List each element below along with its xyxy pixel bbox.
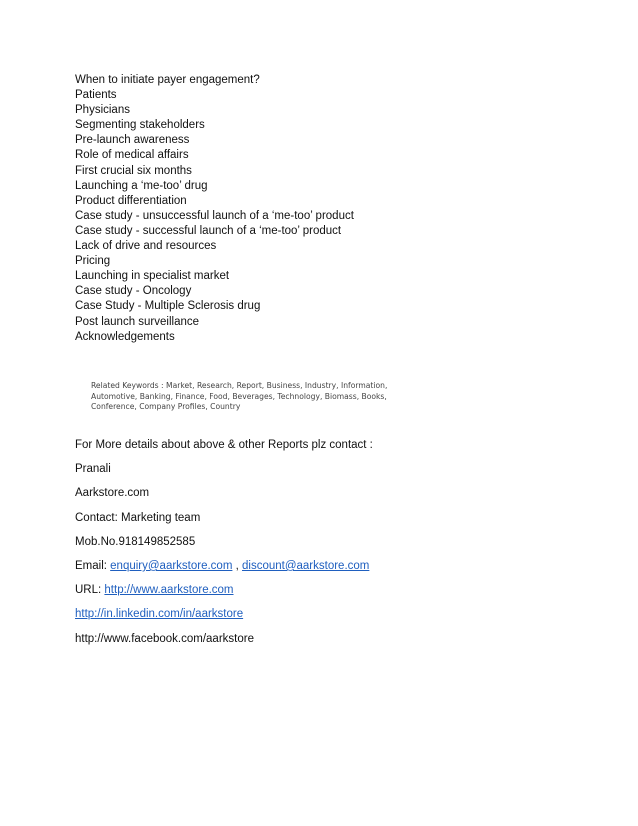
contact-email-row — [75, 559, 373, 583]
email-label: Email: — [75, 559, 111, 572]
toc-item: First crucial six months — [75, 164, 192, 177]
contact-team: Contact: Marketing team — [75, 511, 201, 524]
contact-mobile: Mob.No.918149852585 — [75, 535, 196, 548]
toc-item: Post launch surveillance — [75, 315, 200, 328]
toc-item: When to initiate payer engagement? — [75, 74, 260, 86]
toc-item: Launching in specialist market — [75, 270, 230, 283]
contact-block — [75, 438, 373, 656]
related-keywords: Related Keywords : Market, Research, Report, Business, Industry, Information, Automotive, Banking, Finance, Food, Beverages, Technology, Biomass, Books, Conference, Company Profiles, Country — [91, 381, 388, 411]
contact-url-row — [75, 583, 373, 607]
toc-item: Physicians — [75, 104, 130, 117]
toc-item: Segmenting stakeholders — [75, 119, 205, 132]
contact-site: Aarkstore.com — [75, 487, 150, 500]
toc-item: Pre-launch awareness — [75, 134, 190, 147]
toc-item: Product differentiation — [75, 194, 187, 207]
contact-intro: For More details about above & other Reports plz contact : — [75, 439, 373, 451]
contact-name: Pranali — [75, 463, 111, 476]
url-label: URL: — [75, 584, 105, 597]
website-link[interactable]: http://www.aarkstore.com — [104, 584, 234, 597]
toc-item: Case Study - Multiple Sclerosis drug — [75, 300, 261, 313]
toc-item: Patients — [75, 89, 117, 102]
toc-item: Acknowledgements — [75, 330, 175, 343]
linkedin-link[interactable]: http://in.linkedin.com/in/aarkstore — [75, 608, 244, 621]
email-enquiry-link[interactable]: enquiry@aarkstore.com — [110, 559, 233, 572]
email-discount-link[interactable]: discount@aarkstore.com — [242, 559, 370, 572]
contact-linkedin-row — [75, 607, 373, 631]
toc-item: Pricing — [75, 255, 111, 268]
toc-item: Case study - Oncology — [75, 285, 192, 298]
toc-item: Launching a ‘me-too’ drug — [75, 179, 208, 192]
contact-facebook: http://www.facebook.com/aarkstore — [75, 632, 254, 645]
toc-item: Lack of drive and resources — [75, 240, 217, 253]
toc-item: Case study - unsuccessful launch of a ‘me-too’ product — [75, 209, 354, 222]
toc-item: Case study - successful launch of a ‘me-too’ product — [75, 224, 342, 237]
table-of-contents — [75, 73, 354, 345]
toc-item: Role of medical affairs — [75, 149, 189, 162]
email-separator: , — [232, 559, 242, 572]
